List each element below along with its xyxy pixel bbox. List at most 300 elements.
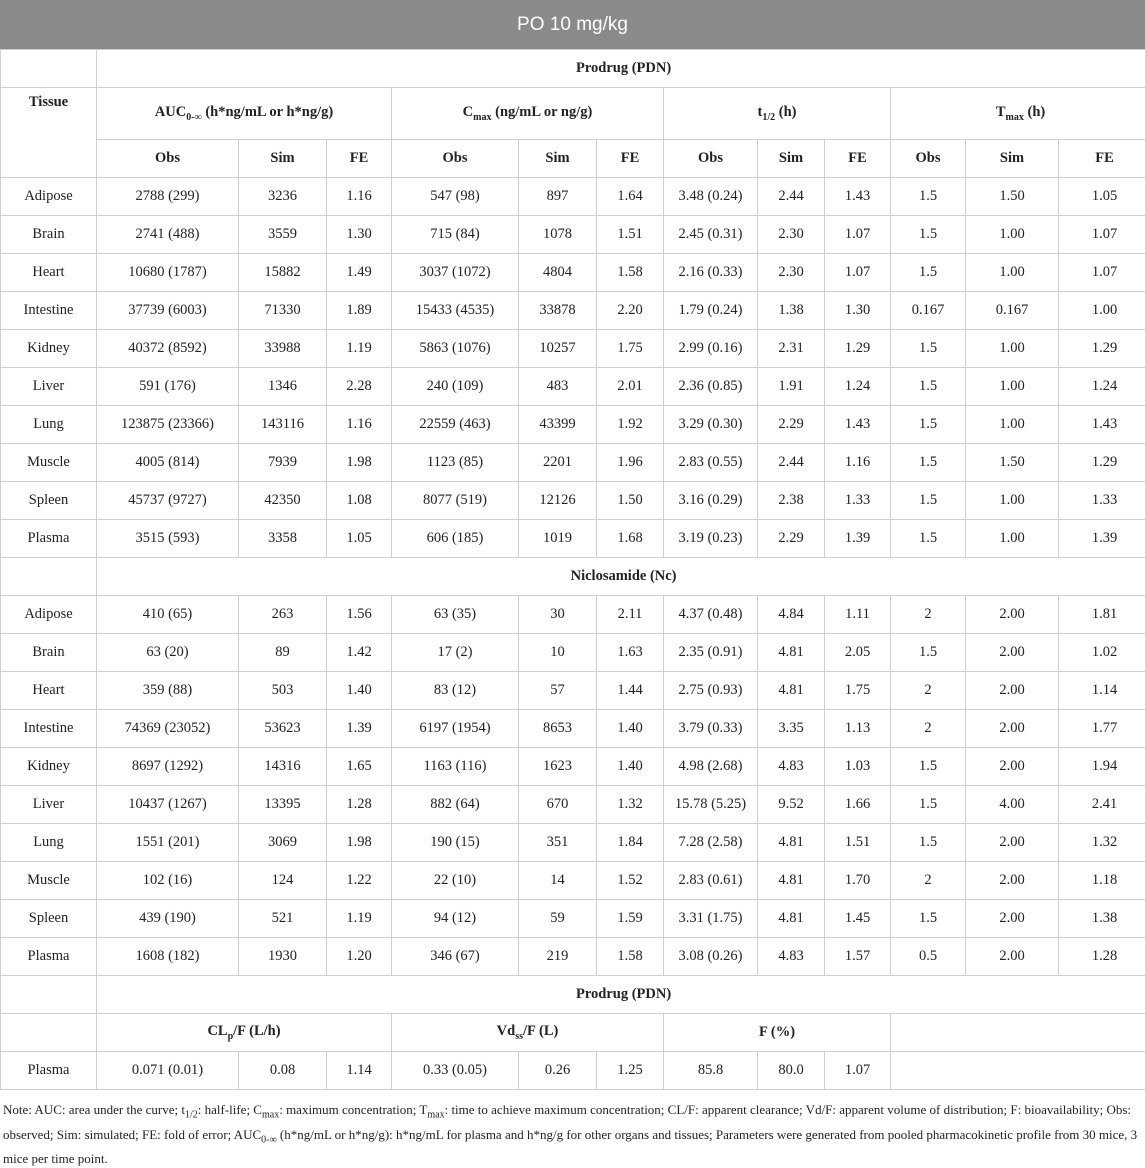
value-cell: 670: [519, 786, 597, 824]
value-cell: 3.31 (1.75): [664, 900, 758, 938]
table-row: [1, 634, 1145, 672]
value-cell: 2.28: [327, 368, 392, 406]
subheader-fe: FE: [825, 140, 891, 178]
value-cell: 2.16 (0.33): [664, 254, 758, 292]
value-cell: 2.01: [597, 368, 664, 406]
value-cell: 410 (65): [97, 596, 239, 634]
value-cell: 2.00: [966, 900, 1059, 938]
table-row: [1, 748, 1145, 786]
value-cell: 1.24: [825, 368, 891, 406]
value-cell: 4.83: [758, 748, 825, 786]
value-cell: 3559: [239, 216, 327, 254]
value-cell: 1.5: [891, 824, 966, 862]
value-cell: 1.00: [966, 520, 1059, 558]
value-cell: 1.43: [825, 178, 891, 216]
value-cell: 63 (35): [392, 596, 519, 634]
value-cell: 715 (84): [392, 216, 519, 254]
prodrug-rows: [1, 178, 1145, 558]
table-row: [1, 786, 1145, 824]
section-header-niclosamide: Niclosamide (Nc): [97, 558, 1145, 596]
value-cell: 2.05: [825, 634, 891, 672]
value-cell: 1.40: [327, 672, 392, 710]
value-cell: 1.33: [1059, 482, 1145, 520]
value-cell: 3515 (593): [97, 520, 239, 558]
value-cell: 0.26: [519, 1052, 597, 1090]
table-row: [1, 672, 1145, 710]
value-cell: 1.43: [825, 406, 891, 444]
value-cell: 263: [239, 596, 327, 634]
value-cell: 1.50: [597, 482, 664, 520]
tissue-cell: Kidney: [1, 748, 97, 786]
value-cell: 346 (67): [392, 938, 519, 976]
value-cell: 1.94: [1059, 748, 1145, 786]
value-cell: 1019: [519, 520, 597, 558]
value-cell: 240 (109): [392, 368, 519, 406]
value-cell: 1.56: [327, 596, 392, 634]
value-cell: 5863 (1076): [392, 330, 519, 368]
value-cell: 1.14: [327, 1052, 392, 1090]
table-row: [1, 596, 1145, 634]
value-cell: 1.07: [825, 216, 891, 254]
value-cell: 1.07: [1059, 216, 1145, 254]
value-cell: 4.81: [758, 824, 825, 862]
value-cell: 10257: [519, 330, 597, 368]
value-cell: 1.5: [891, 786, 966, 824]
value-cell: 439 (190): [97, 900, 239, 938]
value-cell: 1608 (182): [97, 938, 239, 976]
value-cell: 143116: [239, 406, 327, 444]
subheader-obs: Obs: [891, 140, 966, 178]
value-cell: 3069: [239, 824, 327, 862]
value-cell: 3.79 (0.33): [664, 710, 758, 748]
tissue-cell: Adipose: [1, 178, 97, 216]
tissue-cell: Plasma: [1, 938, 97, 976]
value-cell: 219: [519, 938, 597, 976]
blank-cell: [891, 1014, 1145, 1052]
value-cell: 1.03: [825, 748, 891, 786]
value-cell: 2: [891, 672, 966, 710]
value-cell: 1.07: [1059, 254, 1145, 292]
tissue-cell: Muscle: [1, 862, 97, 900]
table-row: [1, 178, 1145, 216]
value-cell: 1.16: [327, 406, 392, 444]
value-cell: 10680 (1787): [97, 254, 239, 292]
table-footnote: Note: AUC: area under the curve; $t_{1/2}$: half-life; $C_{max}$: maximum concentration; $T_{max}$: time to achieve maximum concentration; CL/F: apparent clearance; Vd/F: apparent volume of distribution; F: bioavailability; Obs: observed; Sim: simulated; FE: fold of error; $AUC_{0-\infty}$ (h*ng/mL or h*ng/g): h*ng/mL for plasma and h*ng/g for other organs and tissues; Parameters were generated from pooled pharmacokinetic profile from 30 mice, 3 mice per time point.: [0, 1090, 1145, 1168]
tissue-cell: Intestine: [1, 292, 97, 330]
value-cell: 2.00: [966, 824, 1059, 862]
table-row: [1, 520, 1145, 558]
tissue-cell: Brain: [1, 216, 97, 254]
value-cell: 15433 (4535): [392, 292, 519, 330]
table-row: [1, 482, 1145, 520]
value-cell: 1.5: [891, 330, 966, 368]
tissue-cell: Liver: [1, 368, 97, 406]
value-cell: 2.30: [758, 216, 825, 254]
value-cell: 3.08 (0.26): [664, 938, 758, 976]
value-cell: 1163 (116): [392, 748, 519, 786]
value-cell: 1.89: [327, 292, 392, 330]
value-cell: 1123 (85): [392, 444, 519, 482]
pk-parameters-table: [0, 49, 1145, 1090]
value-cell: 1.5: [891, 444, 966, 482]
value-cell: 2.83 (0.61): [664, 862, 758, 900]
value-cell: 1.70: [825, 862, 891, 900]
value-cell: 1.38: [758, 292, 825, 330]
table-row: [1, 862, 1145, 900]
value-cell: 2.38: [758, 482, 825, 520]
value-cell: 882 (64): [392, 786, 519, 824]
table-row: [1, 938, 1145, 976]
value-cell: 10: [519, 634, 597, 672]
value-cell: 1.05: [1059, 178, 1145, 216]
value-cell: 0.071 (0.01): [97, 1052, 239, 1090]
value-cell: 80.0: [758, 1052, 825, 1090]
value-cell: 1.25: [597, 1052, 664, 1090]
blank-cell: [1, 50, 97, 88]
tissue-cell: Plasma: [1, 520, 97, 558]
value-cell: 45737 (9727): [97, 482, 239, 520]
value-cell: 1.5: [891, 520, 966, 558]
value-cell: 85.8: [664, 1052, 758, 1090]
value-cell: 190 (15): [392, 824, 519, 862]
value-cell: 1.44: [597, 672, 664, 710]
subheader-sim: Sim: [519, 140, 597, 178]
value-cell: 1.32: [1059, 824, 1145, 862]
value-cell: 12126: [519, 482, 597, 520]
table-row: [1, 368, 1145, 406]
value-cell: 2.00: [966, 862, 1059, 900]
value-cell: 1.39: [1059, 520, 1145, 558]
value-cell: 1.00: [966, 368, 1059, 406]
value-cell: 123875 (23366): [97, 406, 239, 444]
value-cell: 1346: [239, 368, 327, 406]
value-cell: 351: [519, 824, 597, 862]
value-cell: 897: [519, 178, 597, 216]
tissue-cell: Muscle: [1, 444, 97, 482]
tissue-cell: Liver: [1, 786, 97, 824]
value-cell: 3358: [239, 520, 327, 558]
value-cell: 4.98 (2.68): [664, 748, 758, 786]
table-row: [1, 710, 1145, 748]
column-header-tissue: Tissue: [1, 88, 97, 178]
blank-cell: [1, 976, 97, 1014]
value-cell: 3.29 (0.30): [664, 406, 758, 444]
value-cell: 1.39: [825, 520, 891, 558]
value-cell: 1.75: [597, 330, 664, 368]
value-cell: 1.22: [327, 862, 392, 900]
value-cell: 124: [239, 862, 327, 900]
value-cell: 1.58: [597, 938, 664, 976]
value-cell: 1.68: [597, 520, 664, 558]
value-cell: 1.00: [966, 254, 1059, 292]
value-cell: 4005 (814): [97, 444, 239, 482]
value-cell: 1.5: [891, 634, 966, 672]
value-cell: 606 (185): [392, 520, 519, 558]
subheader-sim: Sim: [966, 140, 1059, 178]
value-cell: 30: [519, 596, 597, 634]
value-cell: 1.38: [1059, 900, 1145, 938]
subheader-fe: FE: [597, 140, 664, 178]
value-cell: 1.02: [1059, 634, 1145, 672]
value-cell: 4.83: [758, 938, 825, 976]
tissue-cell: Plasma: [1, 1052, 97, 1090]
column-header-tmax: $T_{max}$ (h): [891, 88, 1145, 140]
value-cell: 37739 (6003): [97, 292, 239, 330]
value-cell: 3.48 (0.24): [664, 178, 758, 216]
value-cell: 1.45: [825, 900, 891, 938]
value-cell: 1623: [519, 748, 597, 786]
value-cell: 4.81: [758, 862, 825, 900]
value-cell: 1.5: [891, 368, 966, 406]
value-cell: 1.07: [825, 254, 891, 292]
value-cell: 1.33: [825, 482, 891, 520]
value-cell: 1.65: [327, 748, 392, 786]
value-cell: 3.16 (0.29): [664, 482, 758, 520]
column-header-vdss: $Vd_{ss}/F$ (L): [392, 1014, 664, 1052]
value-cell: 2.29: [758, 520, 825, 558]
value-cell: 1.64: [597, 178, 664, 216]
value-cell: 2741 (488): [97, 216, 239, 254]
value-cell: 483: [519, 368, 597, 406]
value-cell: 1.19: [327, 900, 392, 938]
value-cell: 1.51: [597, 216, 664, 254]
blank-cell: [1, 1014, 97, 1052]
value-cell: 1.00: [966, 216, 1059, 254]
value-cell: 2.36 (0.85): [664, 368, 758, 406]
value-cell: 2.00: [966, 748, 1059, 786]
tissue-cell: Spleen: [1, 900, 97, 938]
value-cell: 1.20: [327, 938, 392, 976]
value-cell: 2.75 (0.93): [664, 672, 758, 710]
tissue-cell: Lung: [1, 406, 97, 444]
value-cell: 4.81: [758, 634, 825, 672]
value-cell: 33878: [519, 292, 597, 330]
table-title: PO 10 mg/kg: [0, 0, 1145, 49]
value-cell: 4.37 (0.48): [664, 596, 758, 634]
value-cell: 1.5: [891, 748, 966, 786]
value-cell: 8697 (1292): [97, 748, 239, 786]
value-cell: 1.5: [891, 900, 966, 938]
value-cell: 2.99 (0.16): [664, 330, 758, 368]
value-cell: 15.78 (5.25): [664, 786, 758, 824]
value-cell: 14: [519, 862, 597, 900]
table-row: [1, 254, 1145, 292]
table-row: [1, 292, 1145, 330]
value-cell: 1.98: [327, 444, 392, 482]
value-cell: 1.50: [966, 444, 1059, 482]
value-cell: 1.77: [1059, 710, 1145, 748]
value-cell: 1.63: [597, 634, 664, 672]
value-cell: 1.16: [825, 444, 891, 482]
value-cell: 1.57: [825, 938, 891, 976]
value-cell: 1.5: [891, 482, 966, 520]
value-cell: 4.81: [758, 900, 825, 938]
value-cell: 7939: [239, 444, 327, 482]
value-cell: 1.30: [825, 292, 891, 330]
value-cell: 59: [519, 900, 597, 938]
value-cell: 2.00: [966, 596, 1059, 634]
tissue-cell: Spleen: [1, 482, 97, 520]
value-cell: 2: [891, 862, 966, 900]
value-cell: 3236: [239, 178, 327, 216]
value-cell: 1.50: [966, 178, 1059, 216]
table-row: [1, 330, 1145, 368]
value-cell: 1.39: [327, 710, 392, 748]
value-cell: 0.08: [239, 1052, 327, 1090]
value-cell: 1.00: [966, 406, 1059, 444]
value-cell: 1.16: [327, 178, 392, 216]
section-header-prodrug-plasma: Prodrug (PDN): [97, 976, 1145, 1014]
column-header-thalf: $t_{1/2}$ (h): [664, 88, 891, 140]
value-cell: 503: [239, 672, 327, 710]
table-row: [1, 406, 1145, 444]
value-cell: 2: [891, 710, 966, 748]
value-cell: 1.5: [891, 216, 966, 254]
value-cell: 14316: [239, 748, 327, 786]
value-cell: 53623: [239, 710, 327, 748]
value-cell: 89: [239, 634, 327, 672]
subheader-obs: Obs: [392, 140, 519, 178]
value-cell: 1.29: [825, 330, 891, 368]
value-cell: 0.5: [891, 938, 966, 976]
value-cell: 2.35 (0.91): [664, 634, 758, 672]
value-cell: 1.28: [1059, 938, 1145, 976]
value-cell: 4.81: [758, 672, 825, 710]
tissue-cell: Kidney: [1, 330, 97, 368]
value-cell: 2.29: [758, 406, 825, 444]
value-cell: 521: [239, 900, 327, 938]
subheader-fe: FE: [1059, 140, 1145, 178]
value-cell: 1.58: [597, 254, 664, 292]
value-cell: 1.19: [327, 330, 392, 368]
value-cell: 22 (10): [392, 862, 519, 900]
value-cell: 2201: [519, 444, 597, 482]
value-cell: 1.49: [327, 254, 392, 292]
tissue-cell: Heart: [1, 672, 97, 710]
value-cell: 1.5: [891, 178, 966, 216]
tissue-cell: Brain: [1, 634, 97, 672]
value-cell: 102 (16): [97, 862, 239, 900]
table-row: [1, 900, 1145, 938]
value-cell: 43399: [519, 406, 597, 444]
value-cell: 94 (12): [392, 900, 519, 938]
value-cell: 2.20: [597, 292, 664, 330]
value-cell: 83 (12): [392, 672, 519, 710]
tissue-cell: Heart: [1, 254, 97, 292]
value-cell: 2.44: [758, 444, 825, 482]
column-header-bioavailability: F (%): [664, 1014, 891, 1052]
subheader-fe: FE: [327, 140, 392, 178]
tissue-cell: Adipose: [1, 596, 97, 634]
value-cell: 1.29: [1059, 444, 1145, 482]
value-cell: 2.45 (0.31): [664, 216, 758, 254]
value-cell: 2.00: [966, 938, 1059, 976]
value-cell: 1.00: [1059, 292, 1145, 330]
value-cell: 0.33 (0.05): [392, 1052, 519, 1090]
value-cell: 591 (176): [97, 368, 239, 406]
value-cell: 1.5: [891, 406, 966, 444]
value-cell: 74369 (23052): [97, 710, 239, 748]
value-cell: 13395: [239, 786, 327, 824]
value-cell: 1.29: [1059, 330, 1145, 368]
value-cell: 2.41: [1059, 786, 1145, 824]
value-cell: 1.24: [1059, 368, 1145, 406]
value-cell: 3.19 (0.23): [664, 520, 758, 558]
value-cell: 40372 (8592): [97, 330, 239, 368]
table-row: [1, 444, 1145, 482]
niclosamide-rows: [1, 596, 1145, 976]
value-cell: 547 (98): [392, 178, 519, 216]
value-cell: 22559 (463): [392, 406, 519, 444]
value-cell: 1.00: [966, 482, 1059, 520]
value-cell: 71330: [239, 292, 327, 330]
value-cell: 1.30: [327, 216, 392, 254]
value-cell: 1.32: [597, 786, 664, 824]
value-cell: 1.14: [1059, 672, 1145, 710]
tissue-cell: Intestine: [1, 710, 97, 748]
value-cell: 1930: [239, 938, 327, 976]
value-cell: 2.83 (0.55): [664, 444, 758, 482]
value-cell: 57: [519, 672, 597, 710]
value-cell: 1.07: [825, 1052, 891, 1090]
value-cell: 7.28 (2.58): [664, 824, 758, 862]
value-cell: 9.52: [758, 786, 825, 824]
column-header-cmax: $C_{max}$ (ng/mL or ng/g): [392, 88, 664, 140]
value-cell: 1.00: [966, 330, 1059, 368]
tissue-cell: Lung: [1, 824, 97, 862]
value-cell: 1.84: [597, 824, 664, 862]
value-cell: 2.00: [966, 710, 1059, 748]
value-cell: 1.43: [1059, 406, 1145, 444]
value-cell: 4.00: [966, 786, 1059, 824]
value-cell: 0.167: [891, 292, 966, 330]
value-cell: 1.59: [597, 900, 664, 938]
value-cell: 8653: [519, 710, 597, 748]
table-row: [1, 216, 1145, 254]
value-cell: 1.51: [825, 824, 891, 862]
value-cell: 33988: [239, 330, 327, 368]
subheader-sim: Sim: [758, 140, 825, 178]
value-cell: 3037 (1072): [392, 254, 519, 292]
table-row: [1, 824, 1145, 862]
value-cell: 4804: [519, 254, 597, 292]
value-cell: 3.35: [758, 710, 825, 748]
value-cell: 1.79 (0.24): [664, 292, 758, 330]
value-cell: 1078: [519, 216, 597, 254]
value-cell: 2.11: [597, 596, 664, 634]
value-cell: 2.31: [758, 330, 825, 368]
value-cell: 10437 (1267): [97, 786, 239, 824]
value-cell: 1.40: [597, 710, 664, 748]
value-cell: 1.18: [1059, 862, 1145, 900]
section-header-prodrug: Prodrug (PDN): [97, 50, 1145, 88]
value-cell: 17 (2): [392, 634, 519, 672]
value-cell: 1.52: [597, 862, 664, 900]
value-cell: 2: [891, 596, 966, 634]
value-cell: 1.75: [825, 672, 891, 710]
value-cell: 2788 (299): [97, 178, 239, 216]
value-cell: 63 (20): [97, 634, 239, 672]
value-cell: 2.00: [966, 672, 1059, 710]
column-header-clp: $CL_p/F$ (L/h): [97, 1014, 392, 1052]
value-cell: 8077 (519): [392, 482, 519, 520]
value-cell: 2.44: [758, 178, 825, 216]
value-cell: 1.91: [758, 368, 825, 406]
value-cell: 1.40: [597, 748, 664, 786]
value-cell: 1.92: [597, 406, 664, 444]
subheader-obs: Obs: [664, 140, 758, 178]
value-cell: 4.84: [758, 596, 825, 634]
